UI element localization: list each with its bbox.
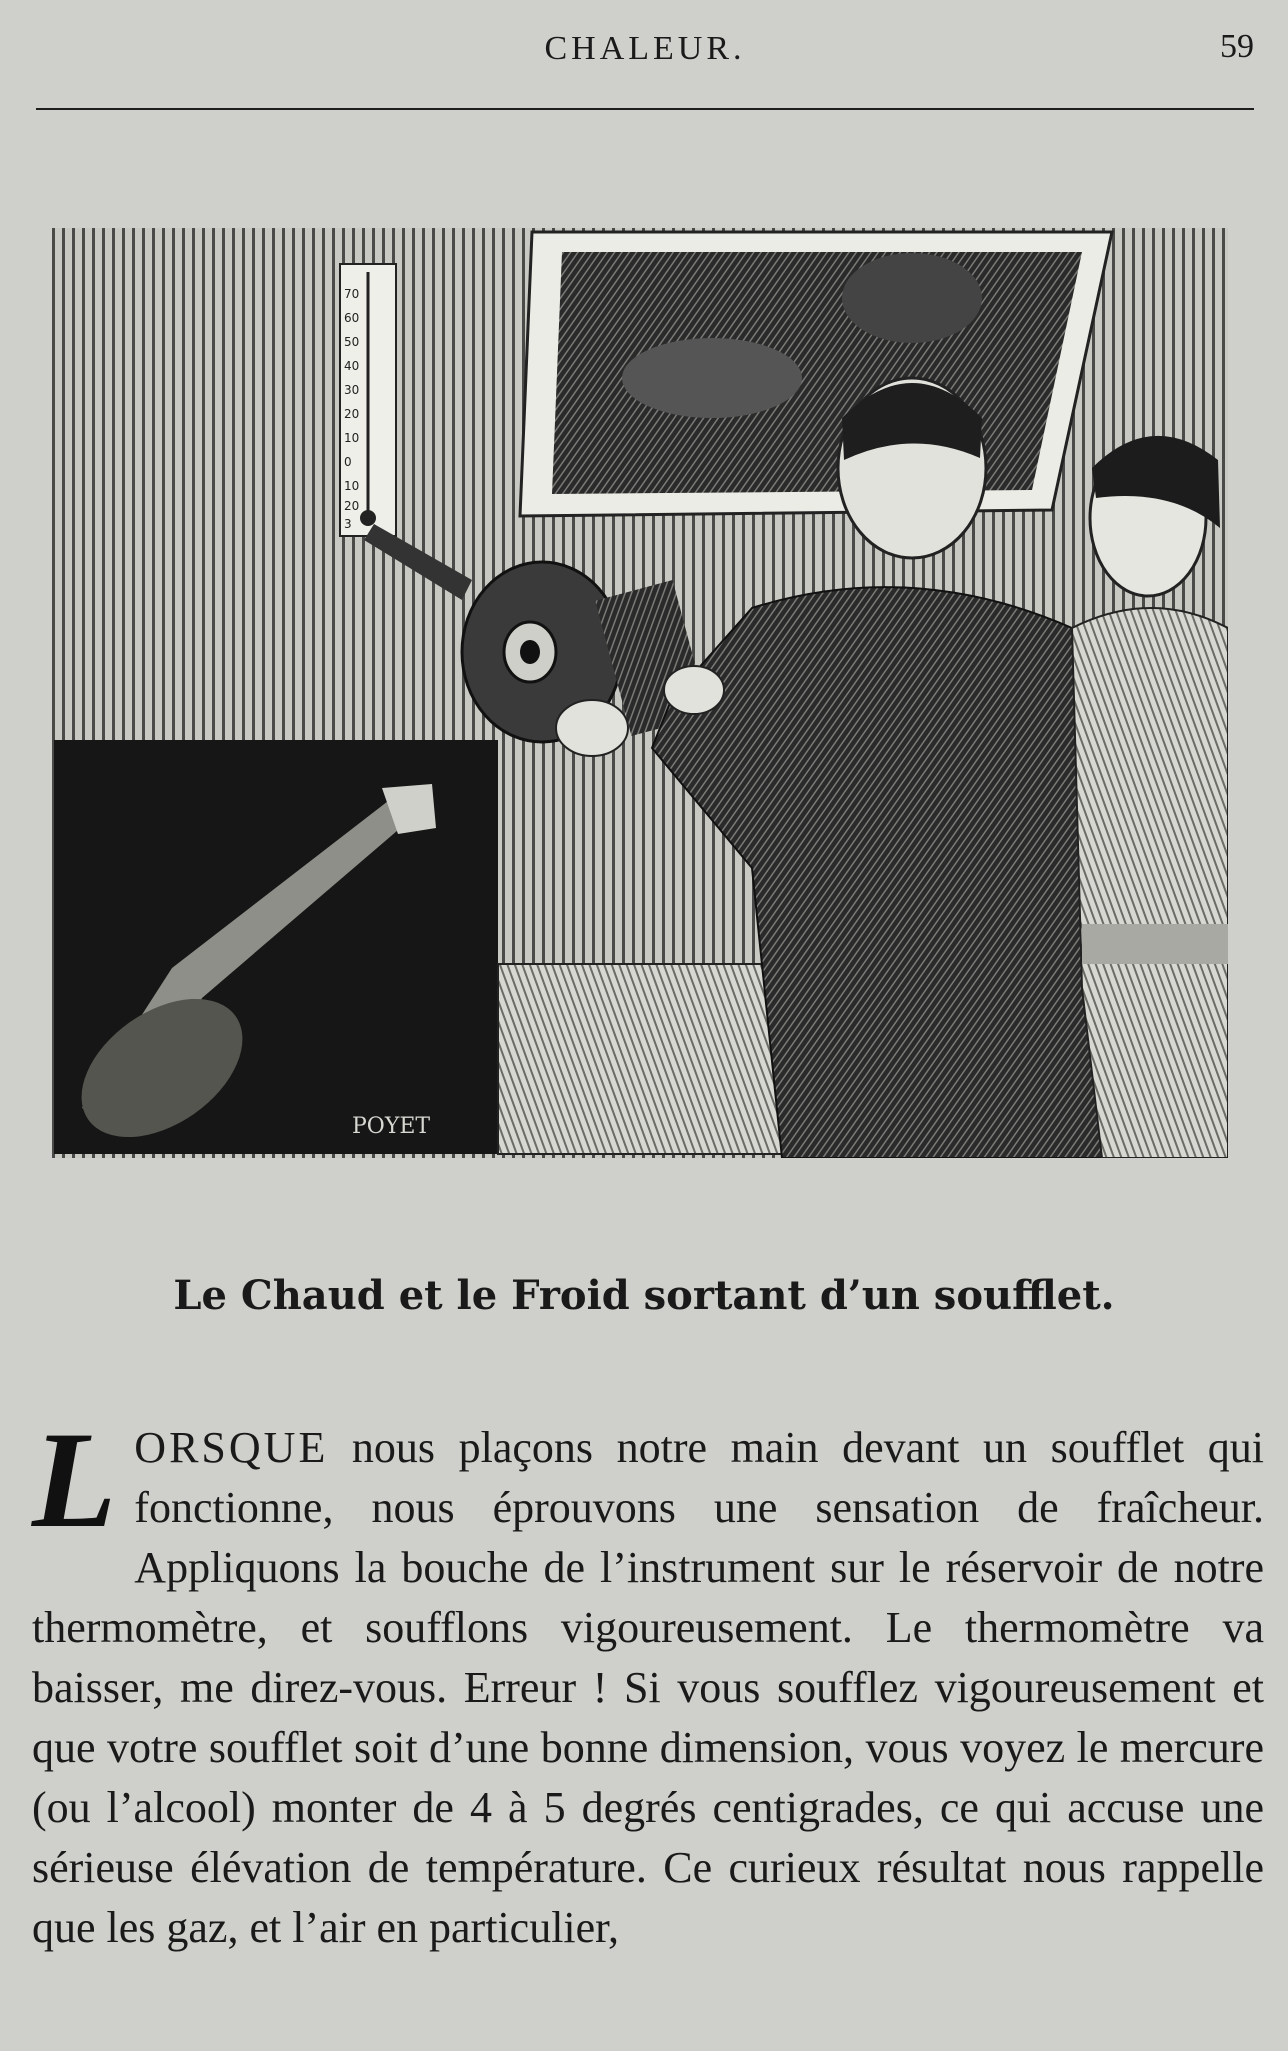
page-number: 59 (1220, 28, 1254, 65)
thermometer-label: 10 (344, 431, 360, 445)
page-header (36, 24, 1254, 110)
thermometer (340, 264, 396, 536)
thermometer-label: 30 (344, 383, 360, 397)
bellows-detail-inset (54, 740, 498, 1158)
thermometer-label: 3 (344, 517, 352, 531)
opening-word: ORSQUE (134, 1423, 329, 1472)
framed-painting (520, 232, 1112, 516)
paragraph-text: nous plaçons notre main devant un soufflet qui fonctionne, nous éprouvons une sensation de fraîcheur. Appliquons la bouche de l’instrument sur le réservoir de notre thermomètre, et soufflons vigoureusement. Le thermomètre va baisser, me direz-vous. Erreur ! Si vous soufflez vigoureusement et que votre soufflet soit d’une bonne dimension, vous voyez le mercure (ou l’alcool) monter de 4 à 5 degrés centigrades, ce qui accuse une sérieuse élévation de température. Ce curieux résultat nous rappelle que les gaz, et l’air en particulier, (32, 1423, 1264, 1952)
thermometer-label: 0 (344, 455, 352, 469)
figure-caption: Le Chaud et le Froid sortant d’un soufflet. (173, 1272, 1115, 1319)
thermometer-label: 10 (344, 479, 360, 493)
thermometer-label: 20 (344, 499, 360, 513)
engraving-illustration (52, 228, 1228, 1158)
body-paragraph (32, 1403, 1264, 1958)
running-head: CHALEUR. (544, 30, 746, 67)
thermometer-label: 40 (344, 359, 360, 373)
drop-cap: L (32, 1403, 117, 1556)
thermometer-label: 50 (344, 335, 360, 349)
thermometer-label: 70 (344, 287, 360, 301)
thermometer-label: 20 (344, 407, 360, 421)
engraver-signature: POYET (352, 1114, 431, 1139)
thermometer-label: 60 (344, 311, 360, 325)
